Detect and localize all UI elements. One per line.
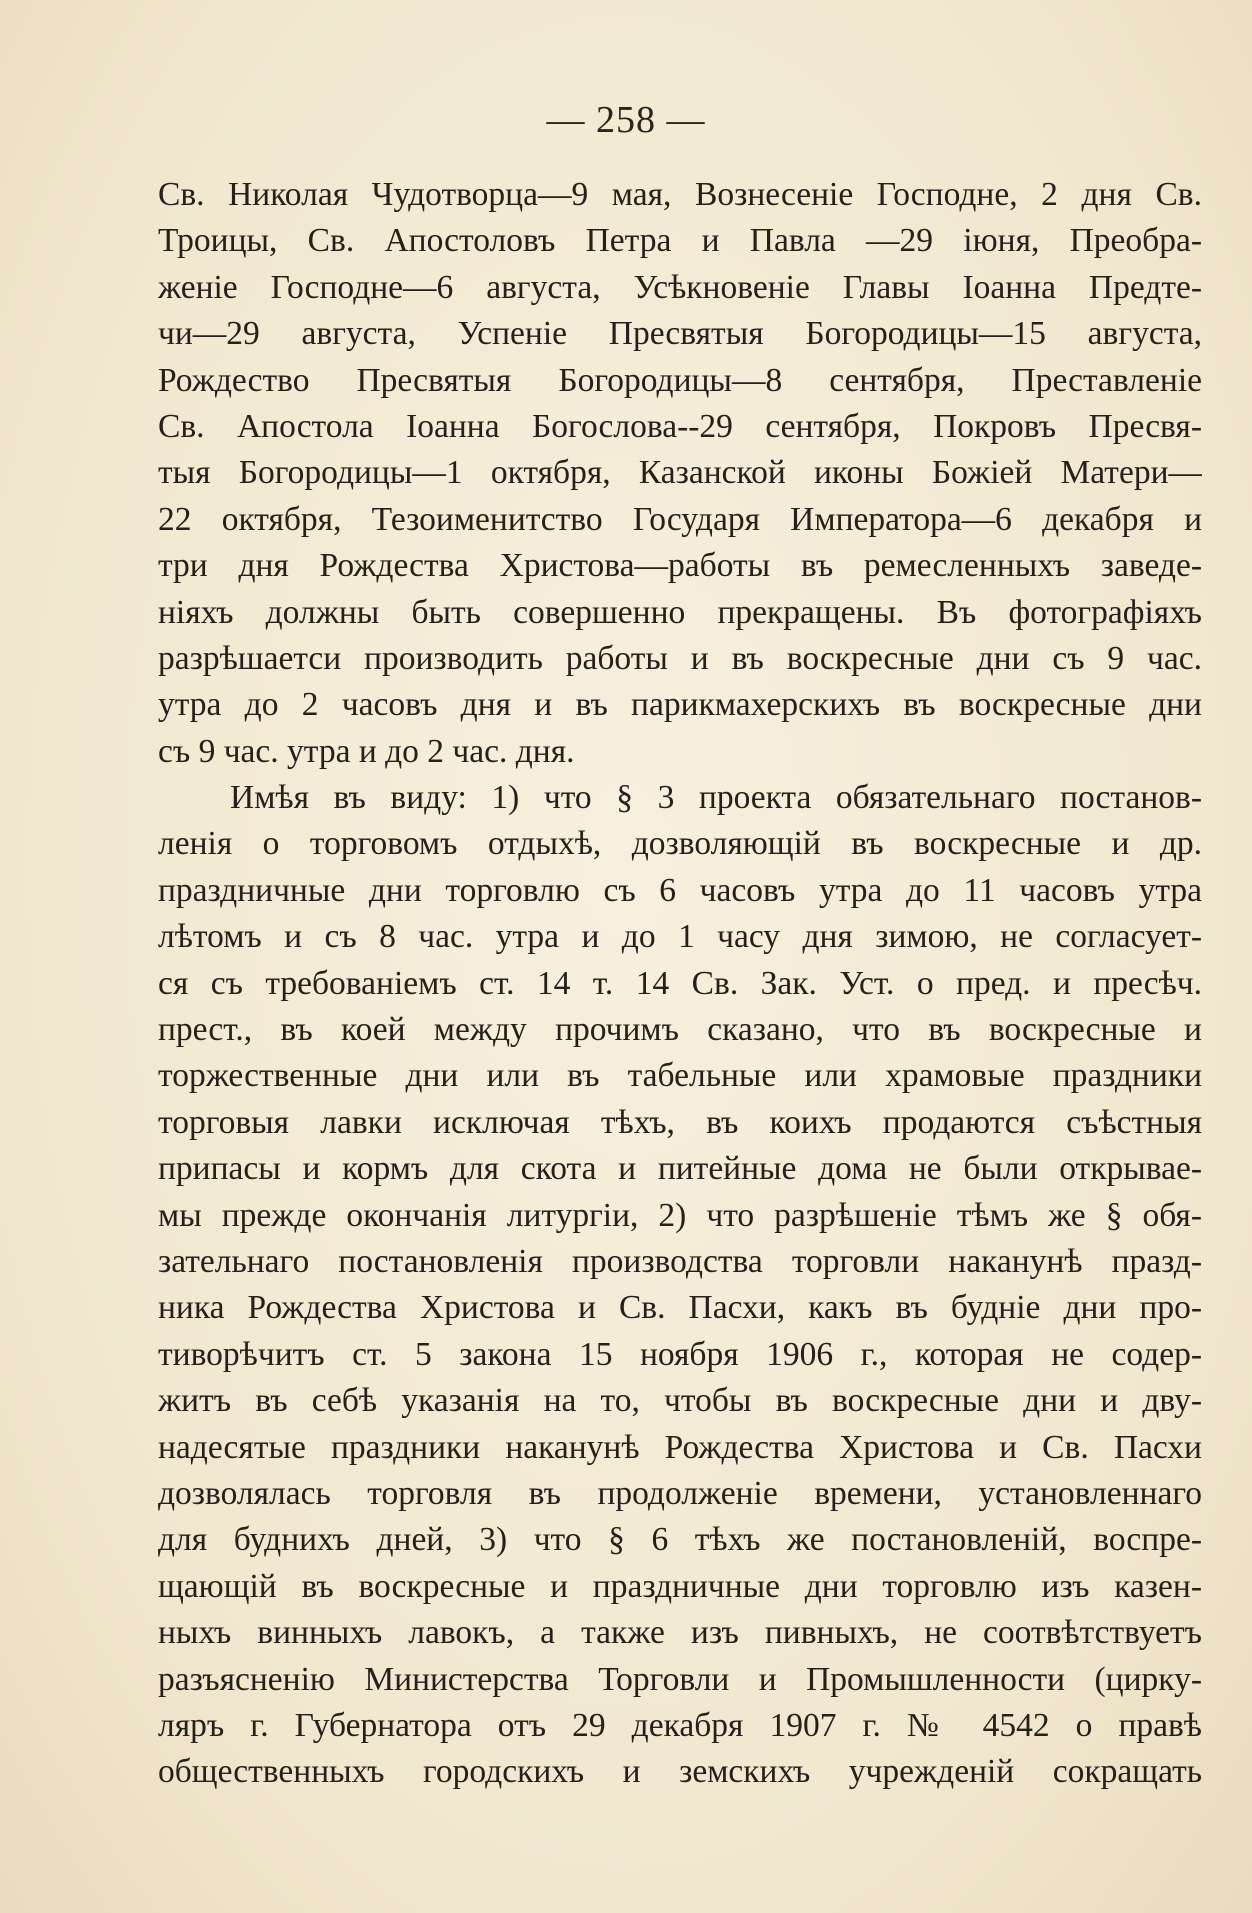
text-line: праздничные дни торговлю съ 6 часовъ утра до 11 часовъ утра	[158, 871, 1202, 909]
text-line: ленія о торговомъ отдыхѣ, дозволяющій въ воскресные и др.	[158, 825, 1202, 863]
text-line: ника Рождества Христова и Св. Пасхи, какъ въ будніе дни про-	[158, 1289, 1202, 1327]
text-line: съ 9 час. утра и до 2 час. дня.	[158, 732, 575, 770]
text-line: надесятые праздники наканунѣ Рождества Христова и Св. Пасхи	[158, 1428, 1202, 1466]
text-line: лѣтомъ и съ 8 час. утра и до 1 часу дня зимою, не согласует-	[158, 918, 1202, 956]
text-line: для буднихъ дней, 3) что § 6 тѣхъ же постановленій, воспре-	[158, 1521, 1202, 1559]
text-line: ныхъ винныхъ лавокъ, а также изъ пивныхъ, не соотвѣтствуетъ	[158, 1614, 1202, 1652]
text-line: чи—29 августа, Успеніе Пресвятыя Богородицы—15 августа,	[158, 315, 1202, 353]
text-line: Имѣя въ виду: 1) что § 3 проекта обязательнаго постанов-	[230, 779, 1202, 817]
text-line: прест., въ коей между прочимъ сказано, что въ воскресные и	[158, 1011, 1202, 1049]
text-line: торговыя лавки исключая тѣхъ, въ коихъ продаются съѣстныя	[158, 1103, 1202, 1141]
text-line: ніяхъ должны быть совершенно прекращены. Въ фотографіяхъ	[158, 593, 1202, 631]
text-line: 22 октября, Тезоименитство Государя Императора—6 декабря и	[158, 500, 1202, 538]
text-line: утра до 2 часовъ дня и въ парикмахерскихъ въ воскресные дни	[158, 686, 1202, 724]
text-line: мы прежде окончанія литургіи, 2) что разрѣшеніе тѣмъ же § обя-	[158, 1196, 1202, 1234]
text-line: зательнаго постановленія производства торговли наканунѣ празд-	[158, 1242, 1202, 1280]
text-line: торжественные дни или въ табельные или храмовые праздники	[158, 1057, 1202, 1095]
text-line: разъясненію Министерства Торговли и Промышленности (цирку-	[158, 1660, 1202, 1698]
page-number: — 258 —	[546, 99, 706, 141]
text-line: тыя Богородицы—1 октября, Казанской иконы Божіей Матери—	[158, 454, 1202, 492]
text-line: щающій въ воскресные и праздничные дни торговлю изъ казен-	[158, 1567, 1202, 1605]
paragraph-1	[158, 172, 1202, 775]
text-line: общественныхъ городскихъ и земскихъ учрежденій сокращать	[158, 1753, 1202, 1791]
body-text	[158, 172, 1202, 1796]
text-line: дозволялась торговля въ продолженіе времени, установленнаго	[158, 1474, 1202, 1512]
text-line: тиворѣчитъ ст. 5 закона 15 ноября 1906 г., которая не содер-	[158, 1335, 1202, 1373]
text-line: три дня Рождества Христова—работы въ ремесленныхъ заведе-	[158, 547, 1202, 585]
text-line: Св. Апостола Іоанна Богослова--29 сентября, Покровъ Пресвя-	[158, 407, 1202, 445]
text-line: разрѣшаетси производить работы и въ воскресные дни съ 9 час.	[158, 639, 1202, 677]
text-line: Св. Николая Чудотворца—9 мая, Вознесеніе Господне, 2 дня Св.	[158, 176, 1202, 213]
text-line: ся съ требованіемъ ст. 14 т. 14 Св. Зак. Уст. о пред. и пресѣч.	[158, 964, 1202, 1002]
text-line: Рождество Пресвятыя Богородицы—8 сентября, Преставленіе	[158, 361, 1202, 399]
text-line: житъ въ себѣ указанія на то, чтобы въ воскресные дни и дву-	[158, 1382, 1202, 1420]
paragraph-2	[158, 775, 1202, 1796]
text-line: Троицы, Св. Апостоловъ Петра и Павла —29 іюня, Преобра-	[158, 222, 1202, 260]
text-line: ляръ г. Губернатора отъ 29 декабря 1907 г. № 4542 о правѣ	[158, 1706, 1202, 1744]
text-line: женіе Господне—6 августа, Усѣкновеніе Главы Іоанна Предте-	[158, 268, 1202, 306]
text-line: припасы и кормъ для скота и питейные дома не были открывае-	[158, 1150, 1202, 1188]
